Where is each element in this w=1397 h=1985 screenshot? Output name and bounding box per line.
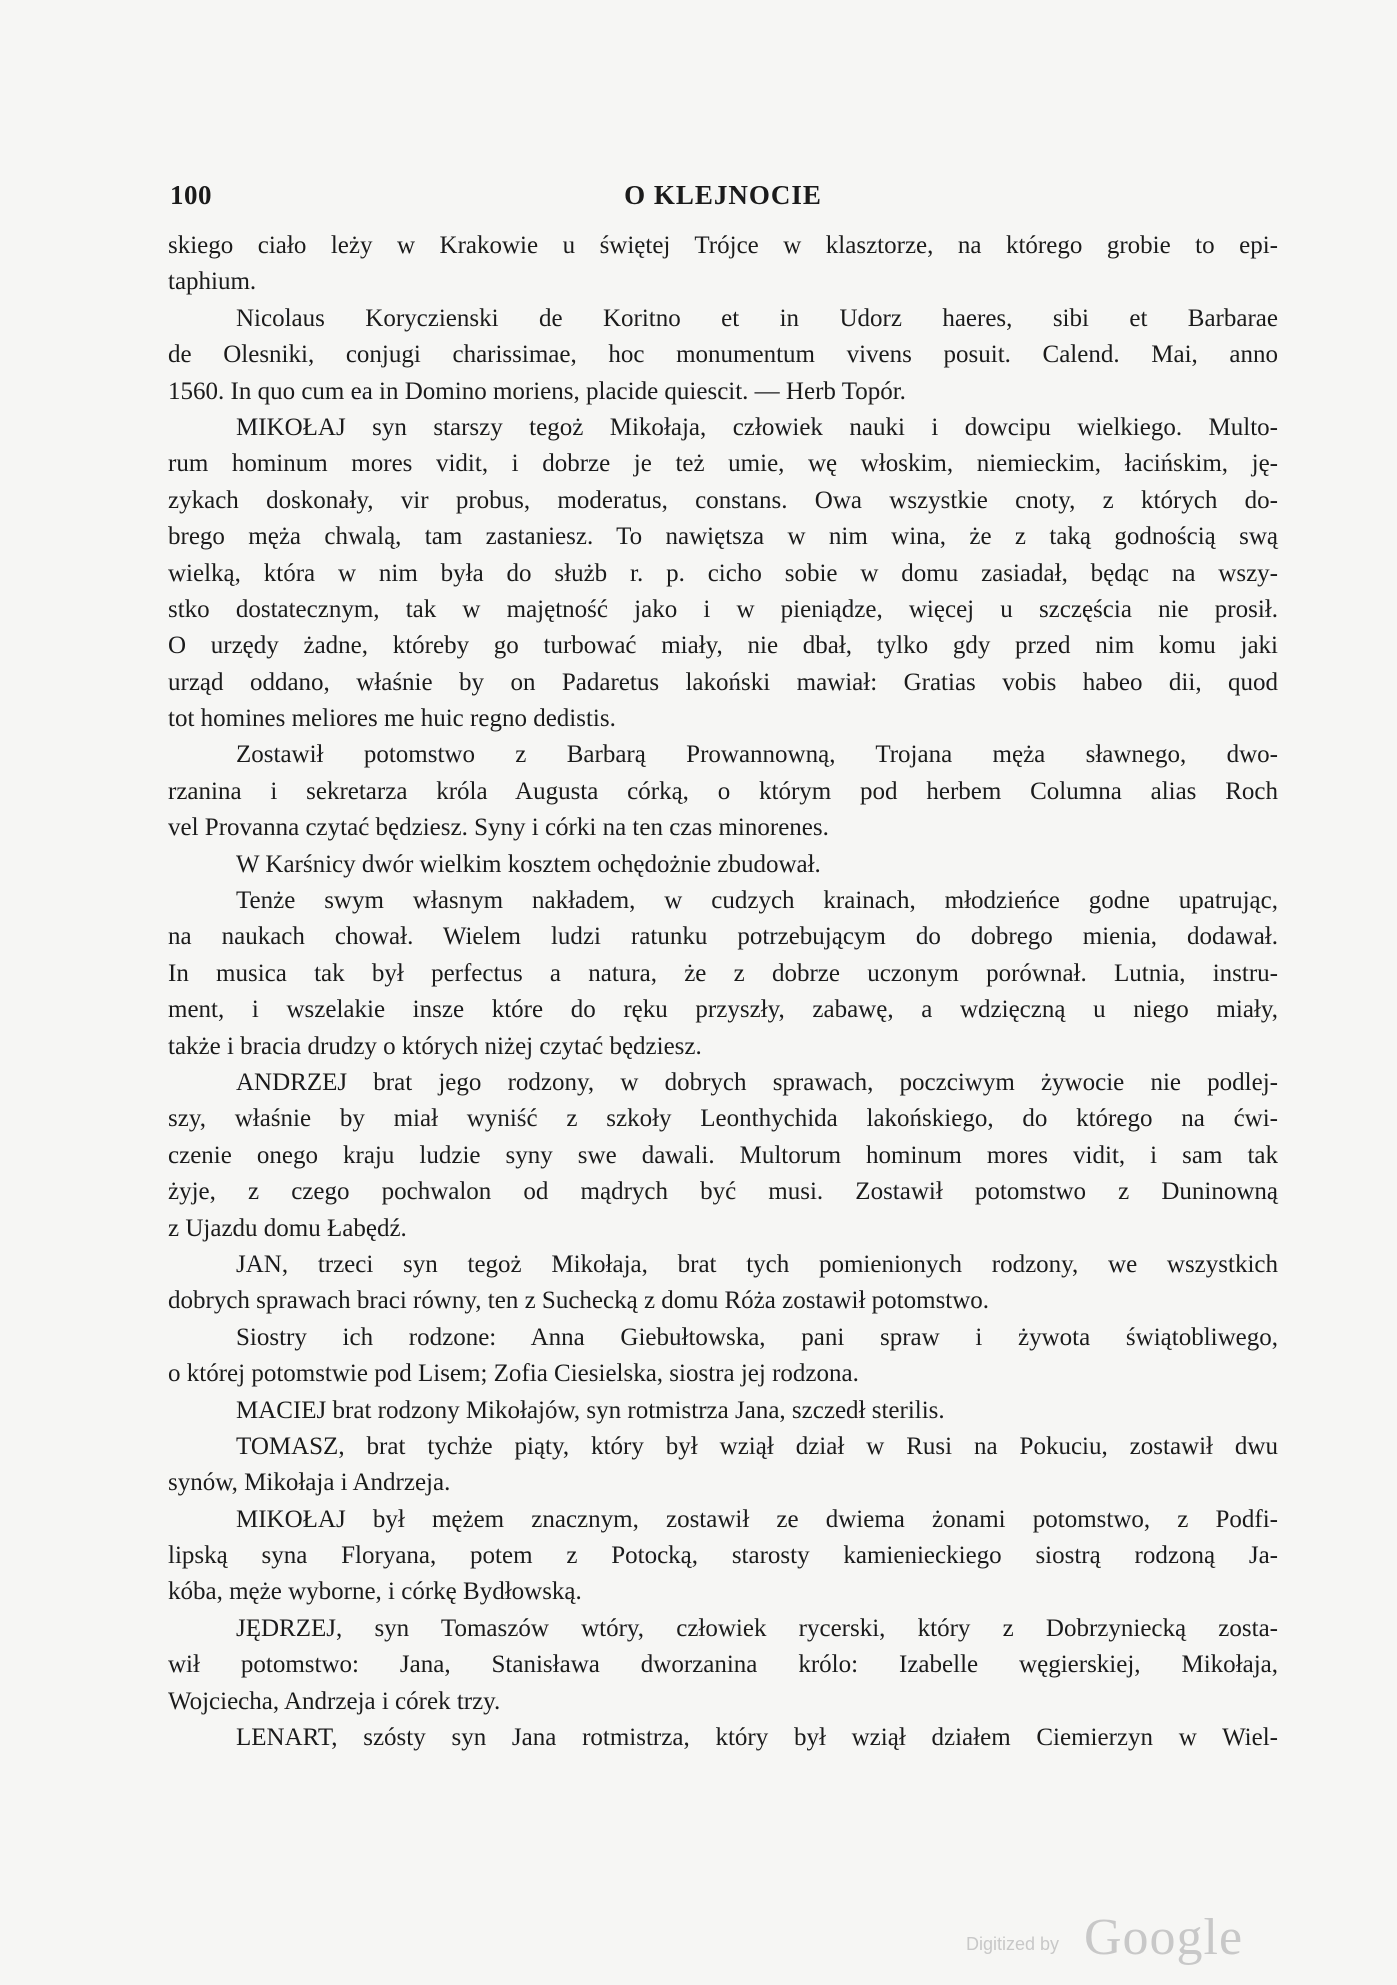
text-line: synów, Mikołaja i Andrzeja.: [168, 1469, 451, 1497]
text-line: urząd oddano, właśnie by on Padaretus lakoński mawiał: Gratias vobis habeo dii, quod: [168, 668, 1278, 696]
watermark-prefix: Digitized by: [966, 1934, 1060, 1954]
text-line: 1560. In quo cum ea in Domino moriens, placide quiescit. — Herb Topór.: [168, 377, 906, 405]
text-line: zykach doskonały, vir probus, moderatus, constans. Owa wszystkie cnoty, z których do-: [168, 486, 1278, 514]
text-line: kóba, męże wyborne, i córkę Bydłowską.: [168, 1578, 582, 1606]
page-number: 100: [170, 180, 212, 210]
body-text: [168, 228, 1278, 1756]
text-line: stko dostatecznym, tak w majętność jako i w pieniądze, więcej u szczęścia nie prosił.: [168, 595, 1278, 623]
text-line: lipską syna Floryana, potem z Potocką, starosty kamienieckiego siostrą rodzoną Ja-: [168, 1542, 1278, 1570]
text-line: LENART, szósty syn Jana rotmistrza, który był wziął działem Ciemierzyn w Wiel-: [236, 1724, 1278, 1752]
text-line: o której potomstwie pod Lisem; Zofia Ciesielska, siostra jej rodzona.: [168, 1360, 859, 1388]
text-line: JAN, trzeci syn tegoż Mikołaja, brat tych pomienionych rodzony, we wszystkich: [236, 1250, 1278, 1278]
text-line: O urzędy żadne, któreby go turbować miały, nie dbał, tylko gdy przed nim komu jaki: [168, 632, 1278, 660]
text-line: taphium.: [168, 268, 257, 296]
page-header: [170, 180, 1276, 214]
text-line: wielką, która w nim była do służb r. p. cicho sobie w domu zasiadał, będąc na wszy-: [168, 559, 1278, 587]
digitized-watermark: [966, 1908, 1266, 1968]
text-line: dobrych sprawach braci równy, ten z Suchecką z domu Róża zostawił potomstwo.: [168, 1287, 990, 1315]
text-line: vel Provanna czytać będziesz. Syny i córki na ten czas minorenes.: [168, 814, 829, 842]
text-line: rzanina i sekretarza króla Augusta córką, o którym pod herbem Columna alias Roch: [168, 777, 1278, 805]
text-line: JĘDRZEJ, syn Tomaszów wtóry, człowiek rycerski, który z Dobrzyniecką zosta-: [236, 1614, 1278, 1642]
text-line: MIKOŁAJ syn starszy tegoż Mikołaja, człowiek nauki i dowcipu wielkiego. Multo-: [236, 413, 1278, 441]
text-line: na naukach chował. Wielem ludzi ratunku potrzebującym do dobrego mienia, dodawał.: [168, 923, 1278, 951]
text-line: żyje, z czego pochwalon od mądrych być musi. Zostawił potomstwo z Duninowną: [168, 1178, 1278, 1206]
text-line: W Karśnicy dwór wielkim kosztem ochędożnie zbudował.: [236, 850, 821, 878]
google-logo: Google: [1084, 1909, 1244, 1966]
text-line: TOMASZ, brat tychże piąty, który był wziął dział w Rusi na Pokuciu, zostawił dwu: [236, 1432, 1278, 1460]
text-line: In musica tak był perfectus a natura, że z dobrze uczonym porównał. Lutnia, instru-: [168, 959, 1278, 987]
text-line: Wojciecha, Andrzeja i córek trzy.: [168, 1687, 501, 1715]
text-line: z Ujazdu domu Łabędź.: [168, 1214, 407, 1242]
text-line: także i bracia drudzy o których niżej czytać będziesz.: [168, 1032, 702, 1060]
running-title: O KLEJNOCIE: [624, 180, 822, 210]
text-line: szy, właśnie by miał wyniść z szkoły Leonthychida lakońskiego, do którego na ćwi-: [168, 1105, 1278, 1133]
text-line: Siostry ich rodzone: Anna Giebułtowska, pani spraw i żywota świątobliwego,: [236, 1323, 1278, 1351]
text-line: czenie onego kraju ludzie syny swe dawali. Multorum hominum mores vidit, i sam tak: [168, 1141, 1278, 1169]
text-line: rum hominum mores vidit, i dobrze je też umie, wę włoskim, niemieckim, łacińskim, ję-: [168, 450, 1278, 478]
text-line: MIKOŁAJ był mężem znacznym, zostawił ze dwiema żonami potomstwo, z Podfi-: [236, 1505, 1278, 1533]
text-line: Nicolaus Koryczienski de Koritno et in Udorz haeres, sibi et Barbarae: [236, 304, 1278, 332]
text-line: Zostawił potomstwo z Barbarą Prowannowną, Trojana męża sławnego, dwo-: [236, 741, 1278, 769]
text-line: ANDRZEJ brat jego rodzony, w dobrych sprawach, poczciwym żywocie nie podlej-: [236, 1068, 1278, 1096]
text-line: skiego ciało leży w Krakowie u świętej Trójce w klasztorze, na którego grobie to epi-: [168, 232, 1278, 259]
text-line: de Olesniki, conjugi charissimae, hoc monumentum vivens posuit. Calend. Mai, anno: [168, 341, 1278, 369]
text-line: wił potomstwo: Jana, Stanisława dworzanina królo: Izabelle węgierskiej, Mikołaja,: [168, 1651, 1278, 1679]
text-line: brego męża chwalą, tam zastaniesz. To nawiętsza w nim wina, że z taką godnością swą: [168, 523, 1278, 551]
text-line: MACIEJ brat rodzony Mikołajów, syn rotmistrza Jana, szczedł sterilis.: [236, 1396, 945, 1424]
text-line: ment, i wszelakie insze które do ręku przyszły, zabawę, a wdzięczną u niego miały,: [168, 996, 1278, 1024]
text-line: tot homines meliores me huic regno dedistis.: [168, 705, 616, 733]
text-line: Tenże swym własnym nakładem, w cudzych krainach, młodzieńce godne upatrując,: [236, 887, 1278, 915]
